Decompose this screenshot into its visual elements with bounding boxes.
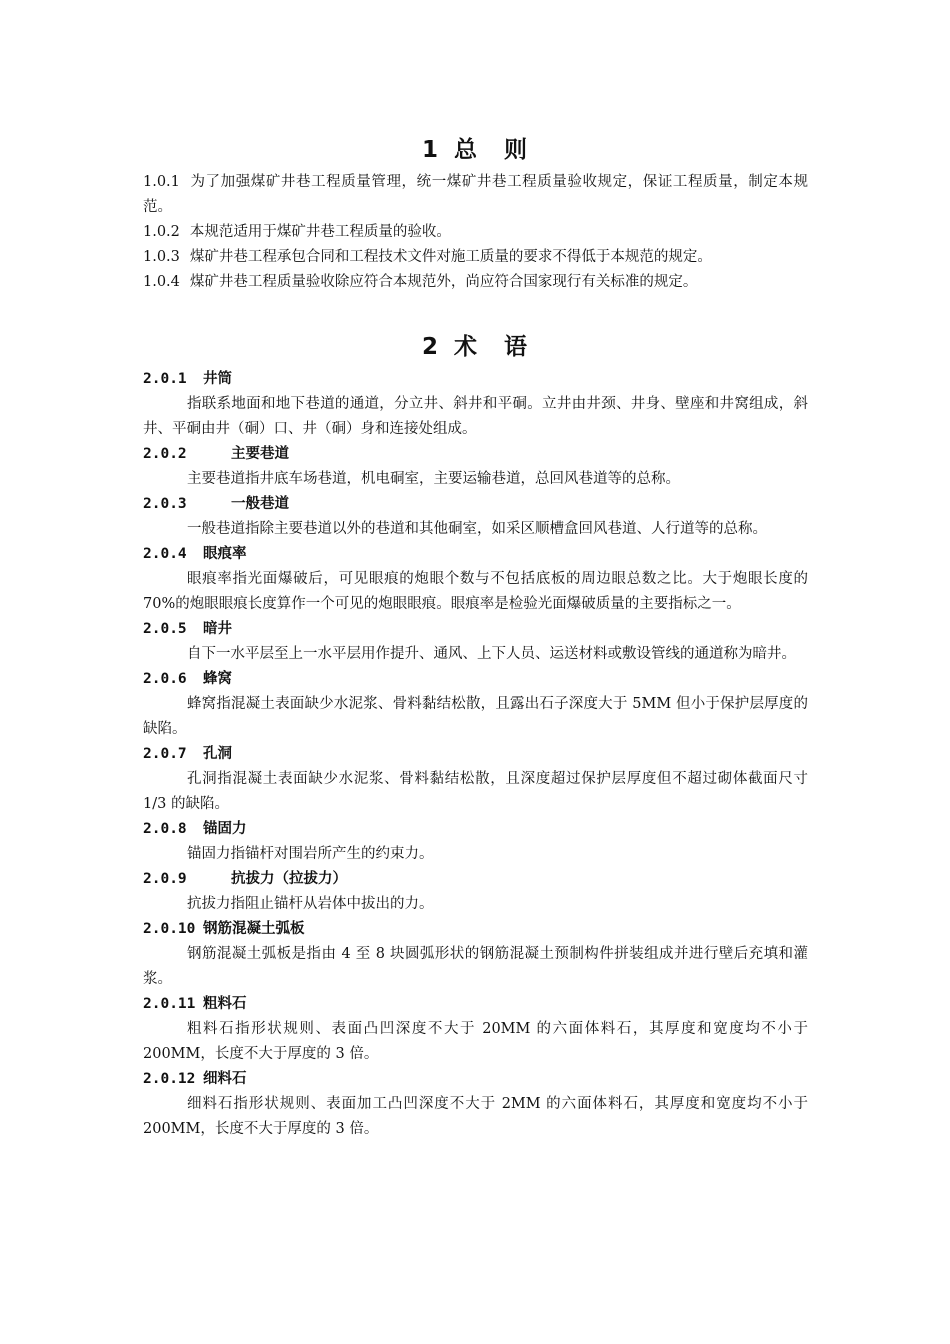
term-name: 主要巷道 bbox=[231, 446, 289, 462]
chapter-2-heading bbox=[143, 327, 808, 367]
term-code: 2.0.7 bbox=[143, 746, 187, 762]
chapter-title: 术 语 bbox=[454, 334, 529, 360]
term-name: 暗井 bbox=[203, 621, 232, 637]
term-definition: 指联系地面和地下巷道的通道，分立井、斜井和平硐。立井由井颈、井身、壁座和井窝组成，斜井、平硐由井（硐）口、井（硐）身和连接处组成。 bbox=[143, 396, 808, 437]
clause-code: 1.0.3 bbox=[143, 249, 180, 265]
chapter-number: 2 bbox=[421, 334, 440, 360]
term-definition: 粗料石指形状规则、表面凸凹深度不大于 20MM 的六面体料石，其厚度和宽度均不小于 200MM，长度不大于厚度的 3 倍。 bbox=[143, 1021, 808, 1062]
term-code: 2.0.6 bbox=[143, 671, 187, 687]
term-definition: 钢筋混凝土弧板是指由 4 至 8 块圆弧形状的钢筋混凝土预制构件拼装组成并进行壁后充填和灌浆。 bbox=[143, 946, 808, 987]
term-definition: 蜂窝指混凝土表面缺少水泥浆、骨料黏结松散，且露出石子深度大于 5MM 但小于保护层厚度的缺陷。 bbox=[143, 696, 808, 737]
term-name: 眼痕率 bbox=[203, 546, 247, 562]
term-heading bbox=[143, 1067, 808, 1092]
term-definition: 抗拔力指阻止锚杆从岩体中拔出的力。 bbox=[187, 896, 434, 912]
clause-code: 1.0.1 bbox=[143, 174, 180, 190]
term-heading bbox=[143, 867, 808, 892]
term-name: 锚固力 bbox=[203, 821, 247, 837]
clause-text: 煤矿井巷工程质量验收除应符合本规范外，尚应符合国家现行有关标准的规定。 bbox=[189, 274, 698, 290]
clause bbox=[143, 220, 808, 245]
clause bbox=[143, 270, 808, 295]
term-heading bbox=[143, 542, 808, 567]
chapter-title: 总 则 bbox=[454, 137, 529, 163]
clause-text: 本规范适用于煤矿井巷工程质量的验收。 bbox=[189, 224, 451, 240]
clause bbox=[143, 245, 808, 270]
term-heading bbox=[143, 992, 808, 1017]
term-definition: 主要巷道指井底车场巷道，机电硐室，主要运输巷道，总回风巷道等的总称。 bbox=[187, 471, 680, 487]
term-name: 抗拔力（拉拔力） bbox=[231, 871, 347, 887]
term-code: 2.0.9 bbox=[143, 871, 187, 887]
term-code: 2.0.4 bbox=[143, 546, 187, 562]
term-definition: 自下一水平层至上一水平层用作提升、通风、上下人员、运送材料或敷设管线的通道称为暗井。 bbox=[187, 646, 796, 662]
chapter-1-heading bbox=[143, 130, 808, 170]
term-name: 井筒 bbox=[203, 371, 232, 387]
term-code: 2.0.2 bbox=[143, 446, 187, 462]
term-code: 2.0.5 bbox=[143, 621, 187, 637]
term-heading bbox=[143, 442, 808, 467]
section-spacer bbox=[143, 295, 808, 327]
term-definition: 眼痕率指光面爆破后，可见眼痕的炮眼个数与不包括底板的周边眼总数之比。大于炮眼长度的70%的炮眼眼痕长度算作一个可见的炮眼眼痕。眼痕率是检验光面爆破质量的主要指标之一。 bbox=[143, 571, 808, 612]
term-name: 一般巷道 bbox=[231, 496, 289, 512]
term-name: 钢筋混凝土弧板 bbox=[203, 921, 305, 937]
clause-text: 煤矿井巷工程承包合同和工程技术文件对施工质量的要求不得低于本规范的规定。 bbox=[189, 249, 712, 265]
term-code: 2.0.8 bbox=[143, 821, 187, 837]
term-definition: 锚固力指锚杆对围岩所产生的约束力。 bbox=[187, 846, 434, 862]
term-heading bbox=[143, 492, 808, 517]
chapter-number: 1 bbox=[421, 137, 440, 163]
term-name: 蜂窝 bbox=[203, 671, 232, 687]
clause-code: 1.0.4 bbox=[143, 274, 180, 290]
clause bbox=[143, 170, 808, 220]
term-code: 2.0.3 bbox=[143, 496, 187, 512]
clause-code: 1.0.2 bbox=[143, 224, 180, 240]
term-heading bbox=[143, 617, 808, 642]
document-page bbox=[143, 130, 808, 1142]
term-heading bbox=[143, 817, 808, 842]
term-name: 细料石 bbox=[203, 1071, 247, 1087]
term-definition: 细料石指形状规则、表面加工凸凹深度不大于 2MM 的六面体料石，其厚度和宽度均不小于 200MM，长度不大于厚度的 3 倍。 bbox=[143, 1096, 808, 1137]
term-definition: 孔洞指混凝土表面缺少水泥浆、骨料黏结松散，且深度超过保护层厚度但不超过砌体截面尺寸 1/3 的缺陷。 bbox=[143, 771, 808, 812]
term-code: 2.0.10 bbox=[143, 921, 196, 937]
term-heading bbox=[143, 742, 808, 767]
term-name: 孔洞 bbox=[203, 746, 232, 762]
clause-text: 为了加强煤矿井巷工程质量管理，统一煤矿井巷工程质量验收规定，保证工程质量，制定本规范。 bbox=[143, 174, 808, 215]
term-heading bbox=[143, 667, 808, 692]
term-code: 2.0.12 bbox=[143, 1071, 196, 1087]
term-heading bbox=[143, 367, 808, 392]
term-name: 粗料石 bbox=[203, 996, 247, 1012]
term-heading bbox=[143, 917, 808, 942]
term-code: 2.0.11 bbox=[143, 996, 196, 1012]
term-definition: 一般巷道指除主要巷道以外的巷道和其他硐室，如采区顺槽盒回风巷道、人行道等的总称。 bbox=[187, 521, 767, 537]
term-code: 2.0.1 bbox=[143, 371, 187, 387]
